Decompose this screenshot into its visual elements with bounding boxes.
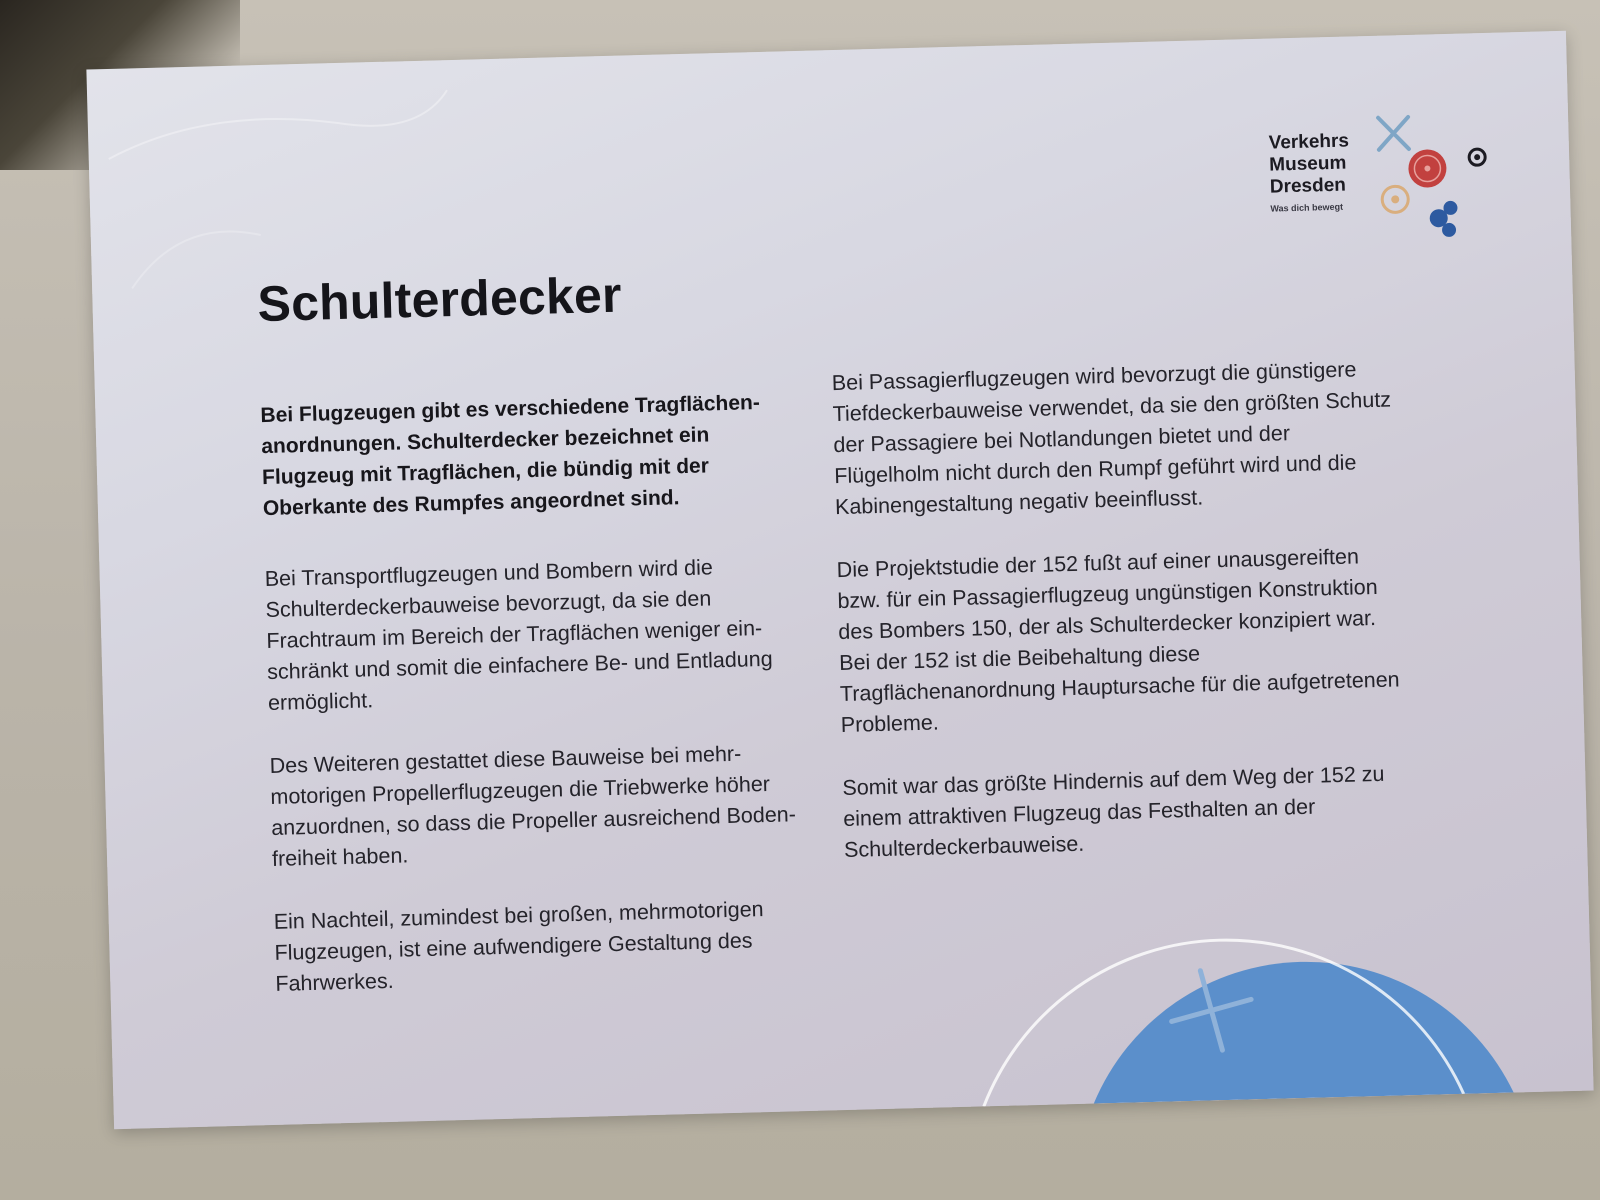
museum-logo — [1268, 105, 1502, 251]
body-paragraph: Ein Nachteil, zumindest bei großen, mehrmotorigen Flugzeugen, ist eine aufwendigere Gestaltung des Fahrwerkes. — [273, 897, 764, 996]
body-paragraph: Bei Passagierflugzeugen wird bevorzugt die günstigere Tiefdeckerbauweise verwendet, da sie den größten Schutz der Passagiere bei Notlandungen bietet und der Flügelholm nicht durch den Rumpf geführt wird und die Kabinengestaltung negativ beeinflusst. — [831, 357, 1392, 520]
right-text-column — [831, 353, 1405, 897]
logo-line-1: Verkehrs — [1268, 130, 1350, 154]
logo-wordmark — [1268, 131, 1350, 199]
logo-line-3: Dresden — [1269, 174, 1347, 198]
body-paragraph: Somit war das größte Hindernis auf dem Weg der 152 zu einem attraktiven Flugzeug das Festhalten an der Schulterdeckerbauweise. — [842, 761, 1385, 862]
intro-paragraph: Bei Flugzeugen gibt es verschiedene Tragflächenanordnungen. Schulterdecker bezeichnet ein Flugzeug mit Tragflächen, die bündig mit der Oberkante des Rumpfes angeordnet sind. — [260, 391, 761, 521]
body-paragraph: Des Weiteren gestattet diese Bauweise bei mehrmotorigen Propellerflugzeugen die Triebwerke höher anzuordnen, so dass die Propeller ausreichend Bodenfreiheit haben. — [269, 741, 797, 871]
gear-outline-icon — [1382, 186, 1409, 213]
fan-blade-icon — [1429, 201, 1458, 238]
propeller-cross-icon — [1378, 117, 1409, 150]
page-title: Schulterdecker — [256, 266, 623, 333]
body-paragraph: Die Projektstudie der 152 fußt auf einer unausgereiften bzw. für ein Passagierflugzeug ungünstigen Konstruktion des Bombers 150, der als Schulterdecker konzipiert war. Bei der 152 ist die Beibehaltung diese Tragflächenanordnung Hauptursache für die aufgetretenen Probleme. — [836, 544, 1400, 738]
body-paragraph: Bei Transportflugzeugen und Bombern wird die Schulterdeckerbauweise bevorzugt, da sie den Frachtraum im Bereich der Tragflächen weniger einschränkt und somit die einfachere Be- und Entladung ermöglicht. — [264, 555, 773, 716]
logo-line-2: Museum — [1269, 152, 1347, 176]
target-dot-icon — [1469, 149, 1485, 165]
logo-tagline: Was dich bewegt — [1270, 201, 1344, 214]
left-text-column — [260, 386, 816, 1032]
decorative-circle-graphic — [949, 922, 1553, 1108]
logo-symbols — [1368, 105, 1502, 248]
info-sign — [86, 31, 1593, 1129]
wheel-icon — [1408, 149, 1447, 188]
